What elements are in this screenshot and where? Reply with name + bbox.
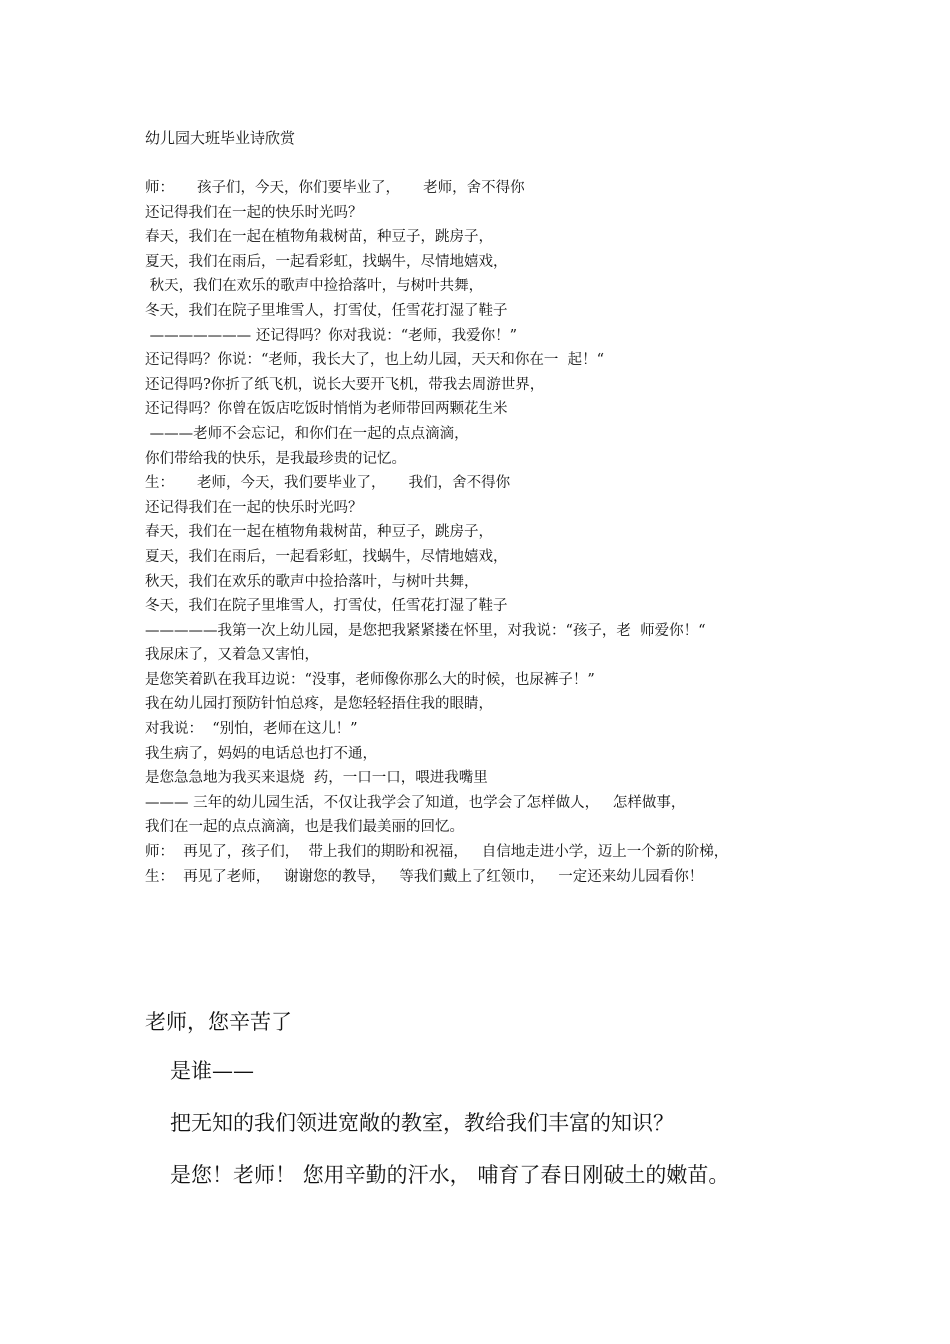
- poem-line: 冬天，我们在院子里堆雪人，打雪仗，任雪花打湿了鞋子: [145, 598, 508, 615]
- poem-line: 我生病了，妈妈的电话总也打不通，: [145, 745, 377, 762]
- poem-line: 还记得吗？你曾在饭店吃饭时悄悄为老师带回两颗花生米: [145, 401, 508, 418]
- poem-line: 春天，我们在一起在植物角栽树苗，种豆子，跳房子，: [145, 524, 493, 541]
- poem-line: —————我第一次上幼儿园，是您把我紧紧搂在怀里，对我说：“孩子，老 师爱你！“: [145, 622, 706, 639]
- document-title: 幼儿园大班毕业诗欣赏: [145, 129, 296, 147]
- paragraph: 是谁——: [170, 1059, 254, 1083]
- poem-line: 春天，我们在一起在植物角栽树苗，种豆子，跳房子，: [145, 229, 493, 246]
- poem-line: 是您笑着趴在我耳边说：“没事，老师像你那么大的时候，也尿裤子！”: [145, 671, 595, 688]
- paragraph: 把无知的我们领进宽敞的教室，教给我们丰富的知识？: [170, 1111, 674, 1135]
- poem-line: 秋天，我们在欢乐的歌声中捡拾落叶，与树叶共舞，: [145, 573, 479, 590]
- poem-body: [145, 176, 935, 889]
- poem-line: 生： 老师，今天，我们要毕业了， 我们，舍不得你: [145, 475, 511, 492]
- poem-line: 还记得我们在一起的快乐时光吗？: [145, 204, 363, 221]
- poem-line: 我在幼儿园打预防针怕总疼，是您轻轻捂住我的眼睛，: [145, 696, 493, 713]
- paragraph: 是您！老师！ 您用辛勤的汗水， 哺育了春日刚破土的嫩苗。: [170, 1163, 730, 1187]
- poem-line: ——— 三年的幼儿园生活，不仅让我学会了知道，也学会了怎样做人， 怎样做事，: [145, 794, 686, 811]
- poem-line: 夏天，我们在雨后，一起看彩虹，找蜗牛，尽情地嬉戏，: [145, 253, 508, 270]
- poem-line: ——————— 还记得吗？你对我说：“老师，我爱你！”: [145, 327, 518, 344]
- poem-line: 冬天，我们在院子里堆雪人，打雪仗，任雪花打湿了鞋子: [145, 302, 508, 319]
- poem-line: 你们带给我的快乐，是我最珍贵的记忆。: [145, 450, 406, 467]
- poem-line: 还记得我们在一起的快乐时光吗？: [145, 499, 363, 516]
- section-teacher-thanks: [145, 1007, 935, 1190]
- poem-line: ———老师不会忘记，和你们在一起的点点滴滴，: [145, 425, 469, 442]
- poem-line: 对我说： “别怕，老师在这儿！”: [145, 721, 358, 738]
- poem-line: 师： 再见了，孩子们， 带上我们的期盼和祝福， 自信地走进小学，迈上一个新的阶梯，: [145, 844, 729, 861]
- poem-line: 生： 再见了老师， 谢谢您的教导， 等我们戴上了红领巾， 一定还来幼儿园看你！: [145, 868, 704, 885]
- poem-line: 还记得吗?你折了纸飞机，说长大要开飞机，带我去周游世界，: [145, 376, 545, 393]
- poem-line: 我们在一起的点点滴滴，也是我们最美丽的回忆。: [145, 819, 464, 836]
- poem-line: 我尿床了，又着急又害怕，: [145, 647, 319, 664]
- poem-line: 还记得吗？你说：“老师，我长大了，也上幼儿园，天天和你在一 起！“: [145, 352, 605, 369]
- poem-line: 是您急急地为我买来退烧 药，一口一口，喂进我嘴里: [145, 770, 488, 787]
- poem-line: 师： 孩子们，今天，你们要毕业了， 老师，舍不得你: [145, 180, 525, 196]
- poem-line: 夏天，我们在雨后，一起看彩虹，找蜗牛，尽情地嬉戏，: [145, 548, 508, 565]
- section-heading: 老师，您辛苦了: [145, 1010, 292, 1034]
- poem-line: 秋天，我们在欢乐的歌声中捡拾落叶，与树叶共舞，: [145, 278, 484, 295]
